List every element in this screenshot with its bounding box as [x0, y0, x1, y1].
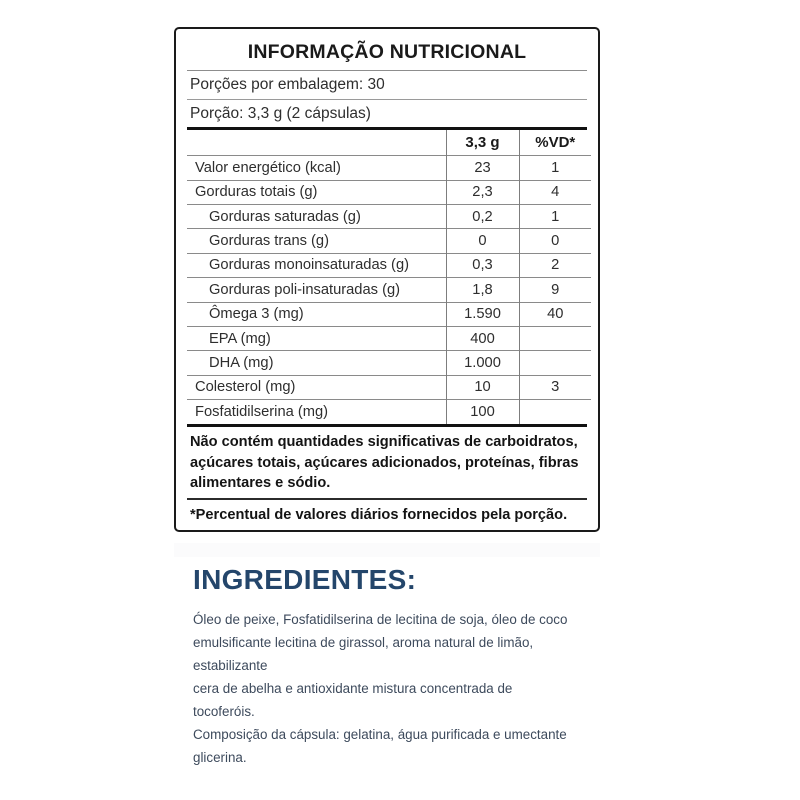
- nutrient-daily-value: [519, 400, 591, 424]
- table-row: [187, 302, 591, 326]
- ingredients-paragraph: Óleo de peixe, Fosfatidilserina de lecitina de soja, óleo de coco emulsificante lecitina de girassol, aroma natural de limão, estabilizante: [193, 612, 568, 674]
- servings-per-package: Porções por embalagem: 30: [190, 76, 385, 93]
- nutrient-amount: 1,8: [446, 278, 519, 302]
- nutrient-daily-value: [519, 351, 591, 375]
- nutrition-table-header: [187, 130, 591, 156]
- nutrition-panel-title: INFORMAÇÃO NUTRICIONAL: [247, 41, 527, 63]
- nutrient-daily-value: 1: [519, 156, 591, 180]
- ingredients-section: [193, 566, 613, 769]
- nutrient-daily-value: 1: [519, 205, 591, 229]
- nutrient-amount: 100: [446, 400, 519, 424]
- nutrient-amount: 0: [446, 229, 519, 253]
- nutrition-facts-panel: [174, 27, 600, 532]
- nutrient-daily-value: 3: [519, 375, 591, 399]
- footnote-daily-value-note: *Percentual de valores diários fornecidos pela porção.: [190, 506, 568, 523]
- nutrient-daily-value: 0: [519, 229, 591, 253]
- nutrient-daily-value: 2: [519, 253, 591, 277]
- ingredients-paragraph: cera de abelha e antioxidante mistura concentrada de tocoferóis.: [193, 681, 513, 720]
- nutrient-amount: 10: [446, 375, 519, 399]
- nutrient-daily-value: 40: [519, 302, 591, 326]
- nutrient-name: Fosfatidilserina (mg): [187, 400, 446, 424]
- table-row: [187, 180, 591, 204]
- nutrient-daily-value: 9: [519, 278, 591, 302]
- nutrient-name: Gorduras monoinsaturadas (g): [187, 253, 446, 277]
- footnote-block: [187, 427, 587, 498]
- nutrient-name: Gorduras saturadas (g): [187, 205, 446, 229]
- table-row: [187, 229, 591, 253]
- nutrient-amount: 0,2: [446, 205, 519, 229]
- nutrient-daily-value: [519, 326, 591, 350]
- nutrient-name: Gorduras trans (g): [187, 229, 446, 253]
- footnote-insignificant-amounts: Não contém quantidades significativas de carboidratos, açúcares totais, açúcares adicionados, proteínas, fibras alimentares e sódio.: [190, 434, 579, 492]
- nutrient-name: DHA (mg): [187, 351, 446, 375]
- column-header-amount: 3,3 g: [446, 130, 519, 156]
- nutrition-table-body: [187, 156, 591, 424]
- table-header-row: [187, 130, 591, 156]
- nutrient-amount: 400: [446, 326, 519, 350]
- nutrient-amount: 1.000: [446, 351, 519, 375]
- nutrient-name: Gorduras poli-insaturadas (g): [187, 278, 446, 302]
- table-row: [187, 156, 591, 180]
- section-separator: [174, 543, 600, 557]
- nutrient-name: Colesterol (mg): [187, 375, 446, 399]
- table-row: [187, 351, 591, 375]
- table-row: [187, 375, 591, 399]
- nutrient-daily-value: 4: [519, 180, 591, 204]
- ingredients-heading: INGREDIENTES:: [193, 564, 417, 595]
- table-row: [187, 400, 591, 424]
- nutrient-name: EPA (mg): [187, 326, 446, 350]
- ingredients-paragraph: Composição da cápsula: gelatina, água purificada e umectante glicerina.: [193, 727, 567, 766]
- nutrient-amount: 23: [446, 156, 519, 180]
- table-row: [187, 326, 591, 350]
- table-row: [187, 278, 591, 302]
- nutrient-amount: 2,3: [446, 180, 519, 204]
- nutrient-name: Gorduras totais (g): [187, 180, 446, 204]
- table-row: [187, 205, 591, 229]
- column-header-nutrient: [187, 130, 446, 156]
- nutrient-name: Valor energético (kcal): [187, 156, 446, 180]
- nutrient-name: Ômega 3 (mg): [187, 302, 446, 326]
- serving-size: Porção: 3,3 g (2 cápsulas): [187, 99, 587, 128]
- nutrition-table: [187, 130, 591, 424]
- ingredients-body: [193, 608, 613, 769]
- nutrient-amount: 1.590: [446, 302, 519, 326]
- table-row: [187, 253, 591, 277]
- nutrient-amount: 0,3: [446, 253, 519, 277]
- column-header-daily-value: %VD*: [535, 134, 576, 152]
